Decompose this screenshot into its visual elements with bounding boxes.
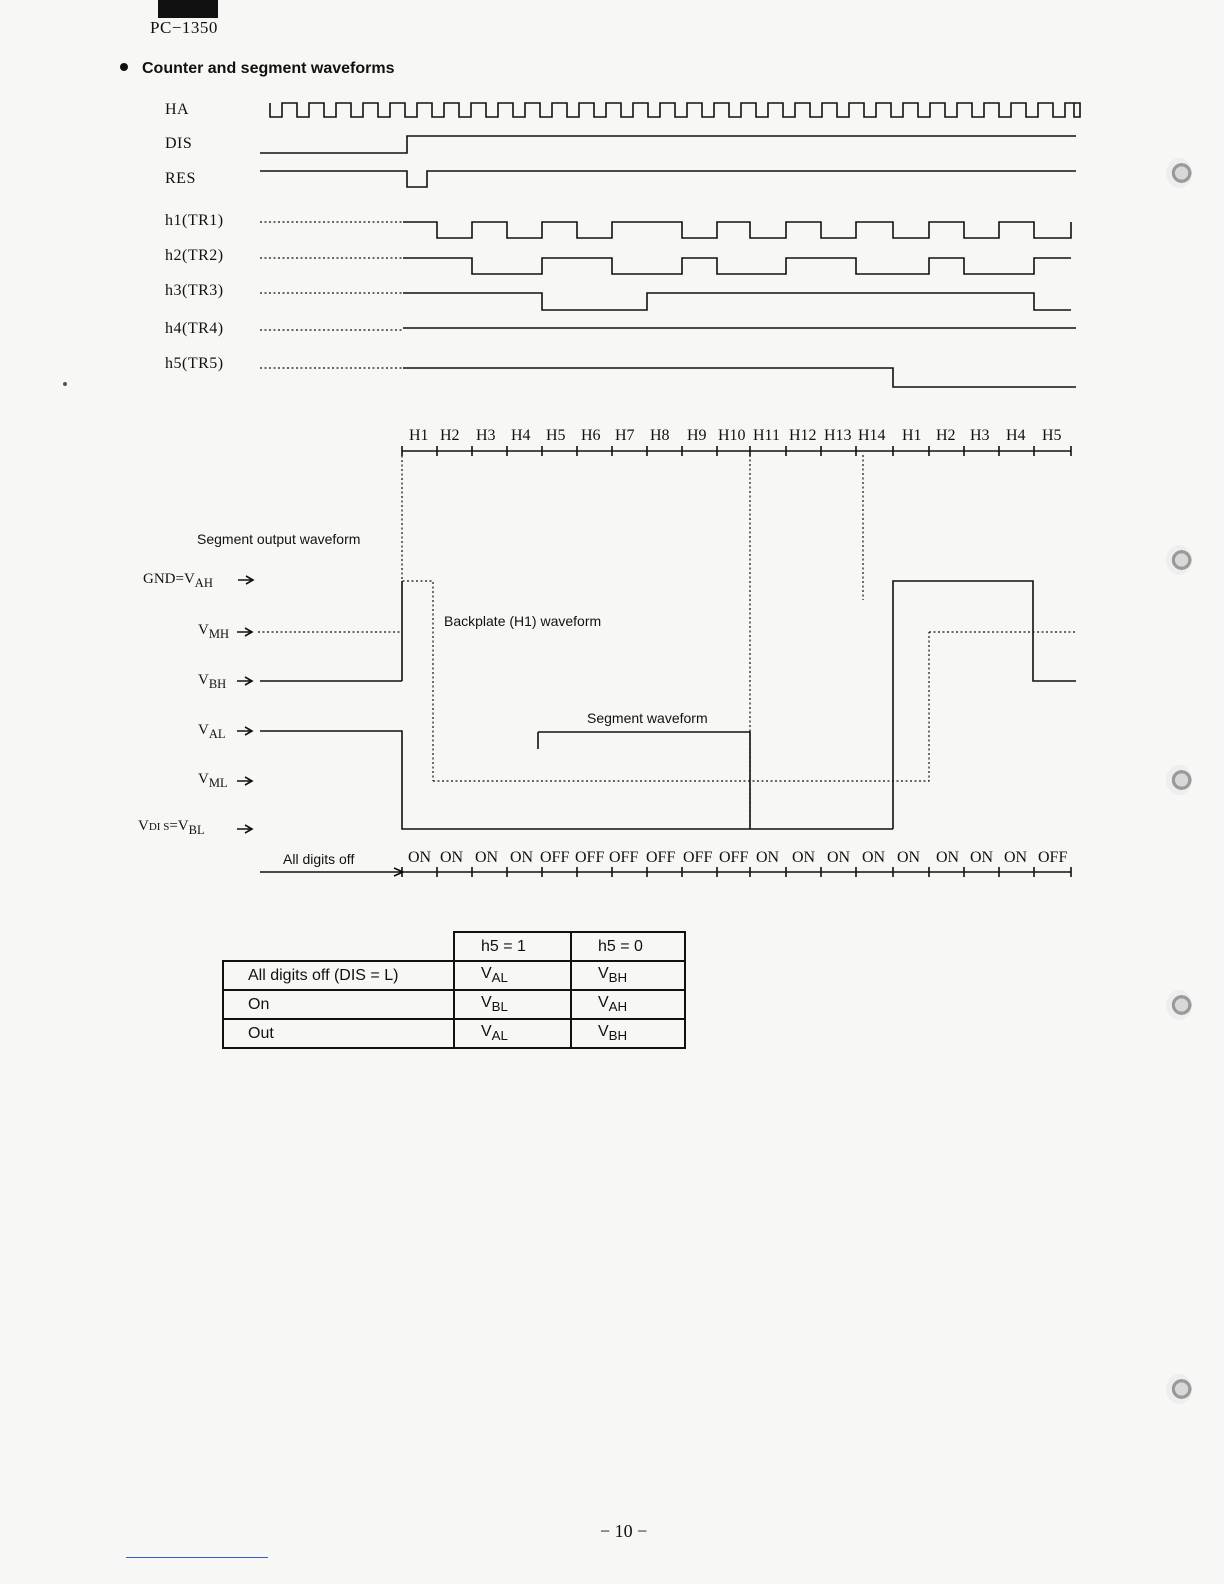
truth-row-label: On: [223, 990, 454, 1019]
on-off-state: ON: [970, 849, 994, 866]
segment-waveform: [260, 731, 893, 829]
truth-cell-main: V: [481, 1023, 492, 1041]
level-gnd-sub: AH: [194, 576, 213, 590]
h-label: H8: [650, 427, 670, 444]
truth-cell-sub: BL: [491, 999, 508, 1015]
truth-cell-main: V: [481, 994, 492, 1012]
on-off-state: OFF: [1038, 849, 1068, 866]
vmh-arrow: [237, 628, 252, 636]
truth-header-h5-1: h5 = 1: [454, 932, 571, 961]
dis-waveform: [260, 136, 1076, 153]
signal-label-h3: h3(TR3): [165, 282, 224, 299]
on-off-state: ON: [408, 849, 432, 866]
on-off-state: ON: [475, 849, 499, 866]
h-label: H9: [687, 427, 707, 444]
truth-cell-sub: AH: [608, 999, 628, 1015]
h-label: H11: [753, 427, 780, 444]
on-off-state: ON: [862, 849, 886, 866]
level-gnd-text: GND=V: [143, 571, 195, 587]
level-vbh-sub: BH: [208, 677, 227, 691]
on-off-state: OFF: [540, 849, 570, 866]
on-off-state: OFF: [719, 849, 749, 866]
level-val-sub: AL: [208, 727, 226, 741]
h3-waveform: [403, 293, 1071, 310]
vbh-arrow: [237, 677, 252, 685]
level-vdis-pre: V: [138, 818, 149, 834]
h-label: H3: [970, 427, 990, 444]
h-label: H1: [902, 427, 922, 444]
h-label: H12: [789, 427, 817, 444]
binder-hole-icon: [1166, 545, 1192, 575]
model-number: PC−1350: [150, 18, 218, 37]
truth-cell: [454, 1019, 571, 1048]
h-label: H5: [1042, 427, 1062, 444]
h-label: H4: [511, 427, 531, 444]
signal-label-ha: HA: [165, 101, 190, 118]
onoff-axis: [260, 867, 1071, 877]
binder-hole-icon: [1166, 990, 1192, 1020]
truth-header-empty: [223, 932, 454, 961]
level-vml-text: V: [198, 771, 209, 787]
truth-row-label: All digits off (DIS = L): [223, 961, 454, 990]
on-off-state: OFF: [683, 849, 713, 866]
signal-label-h4: h4(TR4): [165, 320, 224, 337]
section-title-text: Counter and segment waveforms: [142, 60, 395, 77]
h-label: H3: [476, 427, 496, 444]
page-number: − 10 −: [600, 1521, 648, 1541]
segment-output-label: Segment output waveform: [197, 531, 361, 547]
h-label: H7: [615, 427, 635, 444]
h-label: H13: [824, 427, 852, 444]
binder-hole-icon: [1166, 158, 1192, 188]
truth-row: [223, 961, 685, 990]
level-vmh-text: V: [198, 622, 209, 638]
truth-cell: [454, 990, 571, 1019]
signal-label-h1: h1(TR1): [165, 212, 224, 229]
truth-cell-main: V: [598, 994, 609, 1012]
ha-waveform: [270, 103, 1080, 117]
level-vdis-presub: DI S: [148, 821, 170, 833]
signal-label-h2: h2(TR2): [165, 247, 224, 264]
vml-dotted: [433, 632, 929, 781]
backplate-waveform: [260, 581, 1076, 829]
h-label: H4: [1006, 427, 1026, 444]
signal-label-h5: h5(TR5): [165, 355, 224, 372]
h5-waveform: [403, 368, 1076, 387]
binder-hole-icon: [1166, 1374, 1192, 1404]
truth-cell: [571, 990, 685, 1019]
h1-waveform: [403, 222, 1071, 238]
truth-cell-sub: BH: [608, 1028, 628, 1044]
h-label: H10: [718, 427, 746, 444]
truth-table: [222, 931, 686, 1049]
truth-header-h5-0: h5 = 0: [571, 932, 685, 961]
truth-cell-sub: AL: [491, 1028, 508, 1044]
truth-row: [223, 1019, 685, 1048]
vml-arrow: [237, 777, 252, 785]
signal-label-res: RES: [165, 170, 196, 187]
h-label: H2: [440, 427, 460, 444]
on-off-state: OFF: [609, 849, 639, 866]
on-off-state: ON: [756, 849, 780, 866]
all-digits-off-label: All digits off: [283, 851, 355, 867]
h-label: H1: [409, 427, 429, 444]
truth-cell-main: V: [598, 1023, 609, 1041]
binder-hole-icon: [1166, 765, 1192, 795]
h2-waveform: [403, 258, 1071, 274]
on-off-state: ON: [1004, 849, 1028, 866]
level-vdis-sub: BL: [188, 823, 205, 837]
truth-row: [223, 990, 685, 1019]
bp-dotted-left: [402, 451, 433, 781]
on-off-state: OFF: [646, 849, 676, 866]
segment-waveform-label: Segment waveform: [587, 710, 708, 726]
h-label: H5: [546, 427, 566, 444]
on-off-state: ON: [440, 849, 464, 866]
signal-label-dis: DIS: [165, 135, 193, 152]
level-vml-sub: ML: [208, 776, 228, 790]
truth-cell-sub: BH: [608, 970, 628, 986]
truth-cell: [571, 961, 685, 990]
level-val-text: V: [198, 722, 209, 738]
h-label: H14: [858, 427, 886, 444]
gnd-arrow: [238, 576, 253, 584]
on-off-state: ON: [897, 849, 921, 866]
truth-cell-sub: AL: [491, 970, 508, 986]
on-off-state: OFF: [575, 849, 605, 866]
truth-row-label: Out: [223, 1019, 454, 1048]
truth-cell-main: V: [481, 965, 492, 983]
level-vmh-sub: MH: [208, 627, 229, 641]
level-vdis-text: =V: [169, 818, 189, 834]
on-off-state: ON: [936, 849, 960, 866]
level-vbh-text: V: [198, 672, 209, 688]
footer-rule: [126, 1557, 268, 1558]
time-axis: [402, 446, 1071, 456]
on-off-state: ON: [510, 849, 534, 866]
on-off-state: ON: [792, 849, 816, 866]
on-off-state: ON: [827, 849, 851, 866]
vbl-arrow: [237, 825, 252, 833]
truth-cell: [454, 961, 571, 990]
truth-cell: [571, 1019, 685, 1048]
truth-cell-main: V: [598, 965, 609, 983]
val-arrow: [237, 727, 252, 735]
h-label: H2: [936, 427, 956, 444]
truth-header-row: [223, 932, 685, 961]
backplate-label: Backplate (H1) waveform: [444, 613, 602, 629]
h-label: H6: [581, 427, 601, 444]
res-waveform: [260, 171, 1076, 187]
margin-dot: [63, 382, 67, 386]
